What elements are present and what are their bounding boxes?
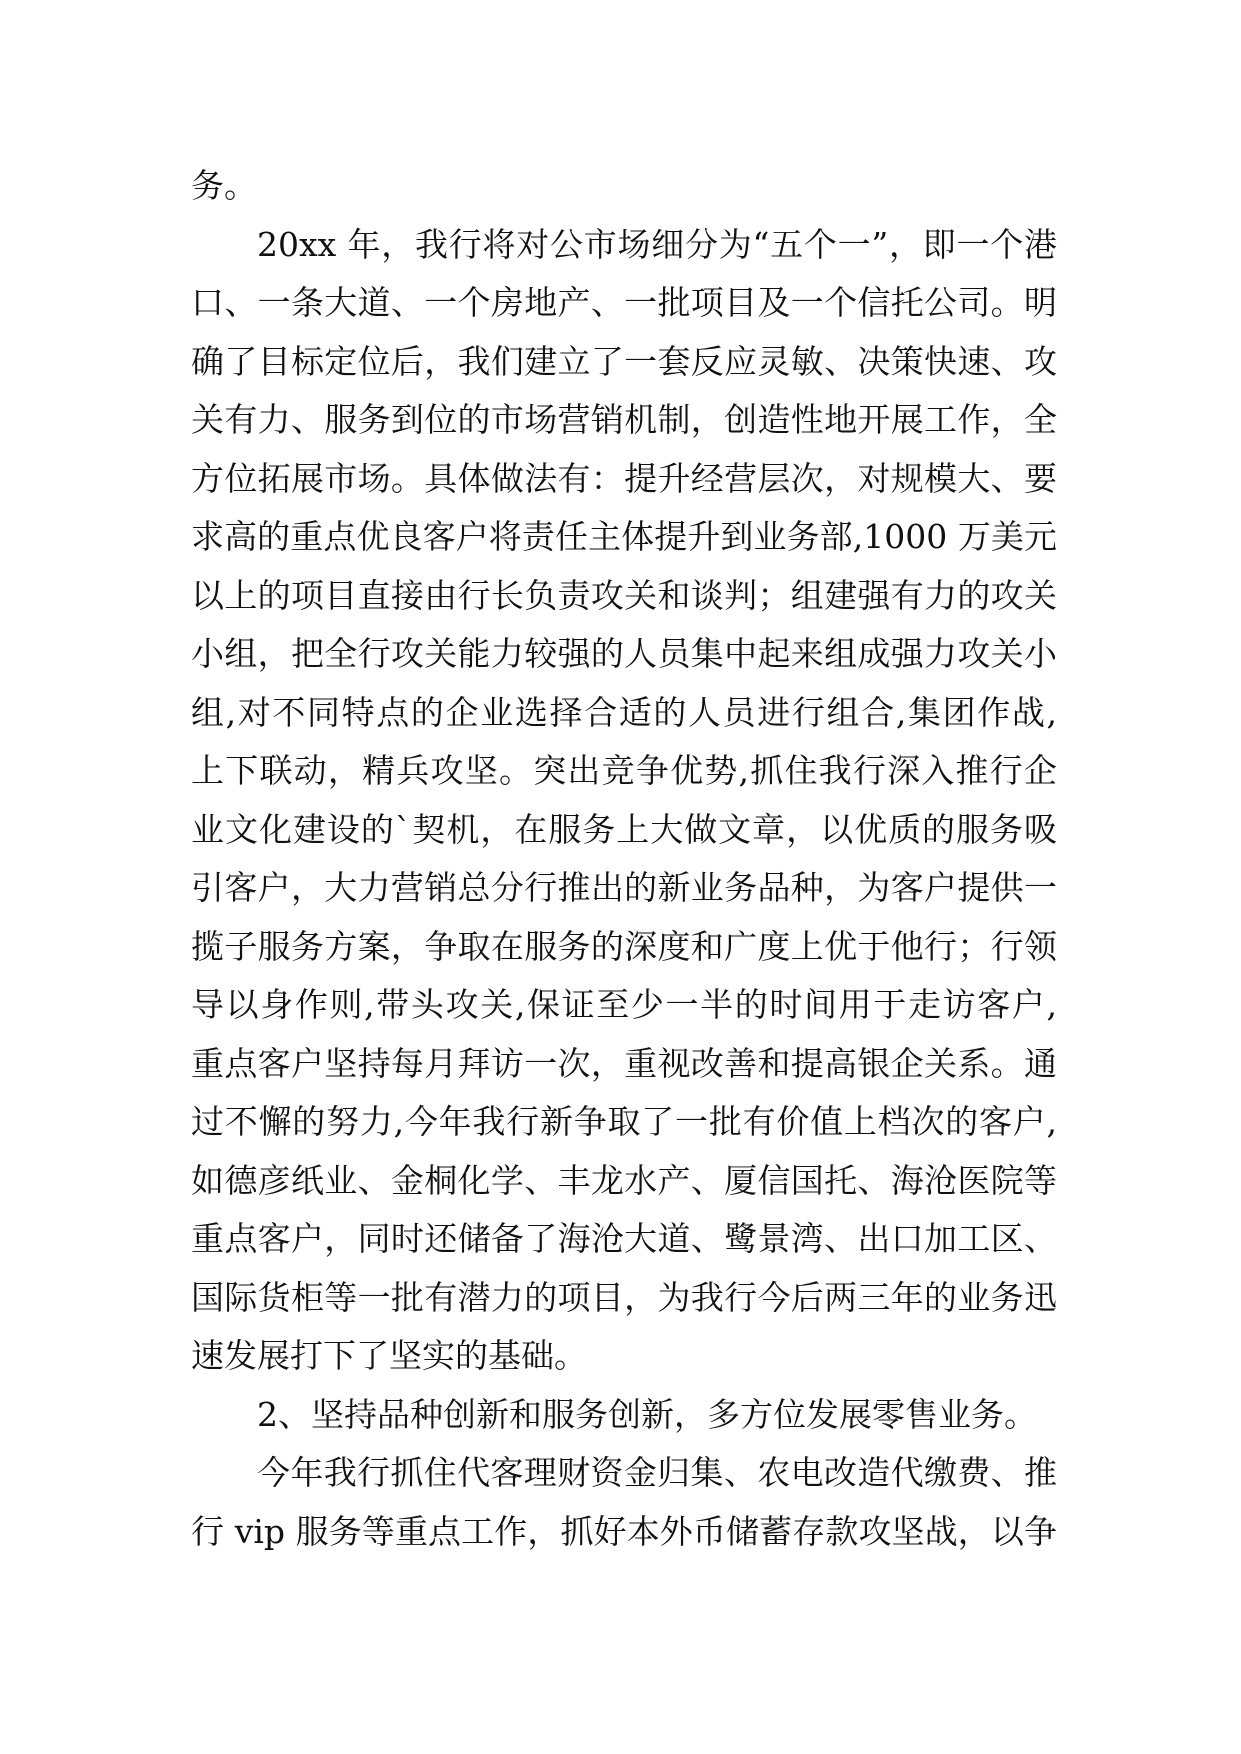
text-line: 关有力、服务到位的市场营销机制，创造性地开展工作，全 xyxy=(191,400,1057,439)
paragraph-continued xyxy=(191,157,1057,216)
text-line: 今年我行抓住代客理财资金归集、农电改造代缴费、推 xyxy=(257,1453,1057,1492)
text-line: 上下联动，精兵攻坚。突出竞争优势,抓住我行深入推行企 xyxy=(191,751,1057,790)
text-line: 求高的重点优良客户将责任主体提升到业务部,1000 万美元 xyxy=(191,517,1057,556)
text-line: 20xx 年，我行将对公市场细分为“五个一”，即一个港 xyxy=(257,224,1057,264)
section-heading: 2、坚持品种创新和服务创新，多方位发展零售业务。 xyxy=(257,1394,1037,1434)
text-line: 确了目标定位后，我们建立了一套反应灵敏、决策快速、攻 xyxy=(191,341,1057,381)
text-line: 揽子服务方案，争取在服务的深度和广度上优于他行；行领 xyxy=(191,926,1057,966)
text-line: 务。 xyxy=(191,166,257,205)
text-line: 组,对不同特点的企业选择合适的人员进行组合,集团作战, xyxy=(191,692,1057,732)
paragraph-market-segmentation xyxy=(191,216,1057,1386)
text-line: 引客户，大力营销总分行推出的新业务品种，为客户提供一 xyxy=(191,868,1057,907)
text-line: 重点客户，同时还储备了海沧大道、鹭景湾、出口加工区、 xyxy=(191,1219,1057,1258)
paragraph-heading-retail xyxy=(191,1386,1057,1445)
text-line: 如德彦纸业、金桐化学、丰龙水产、厦信国托、海沧医院等 xyxy=(191,1160,1057,1200)
body-text xyxy=(191,157,1057,1561)
text-line: 方位拓展市场。具体做法有：提升经营层次，对规模大、要 xyxy=(191,458,1057,498)
text-line: 业文化建设的`契机，在服务上大做文章，以优质的服务吸 xyxy=(191,809,1057,849)
text-line: 国际货柜等一批有潜力的项目，为我行今后两三年的业务迅 xyxy=(191,1277,1057,1317)
text-line: 以上的项目直接由行长负责攻关和谈判；组建强有力的攻关 xyxy=(191,575,1057,615)
text-line: 行 vip 服务等重点工作，抓好本外币储蓄存款攻坚战，以争 xyxy=(191,1511,1057,1551)
text-line: 重点客户坚持每月拜访一次，重视改善和提高银企关系。通 xyxy=(191,1043,1057,1083)
paragraph-retail-business xyxy=(191,1444,1057,1561)
text-line: 小组，把全行攻关能力较强的人员集中起来组成强力攻关小 xyxy=(191,634,1057,673)
text-line: 导以身作则,带头攻关,保证至少一半的时间用于走访客户, xyxy=(191,985,1057,1024)
text-line: 口、一条大道、一个房地产、一批项目及一个信托公司。明 xyxy=(191,283,1057,322)
text-line: 速发展打下了坚实的基础。 xyxy=(191,1336,587,1375)
text-line: 过不懈的努力,今年我行新争取了一批有价值上档次的客户, xyxy=(191,1102,1057,1141)
